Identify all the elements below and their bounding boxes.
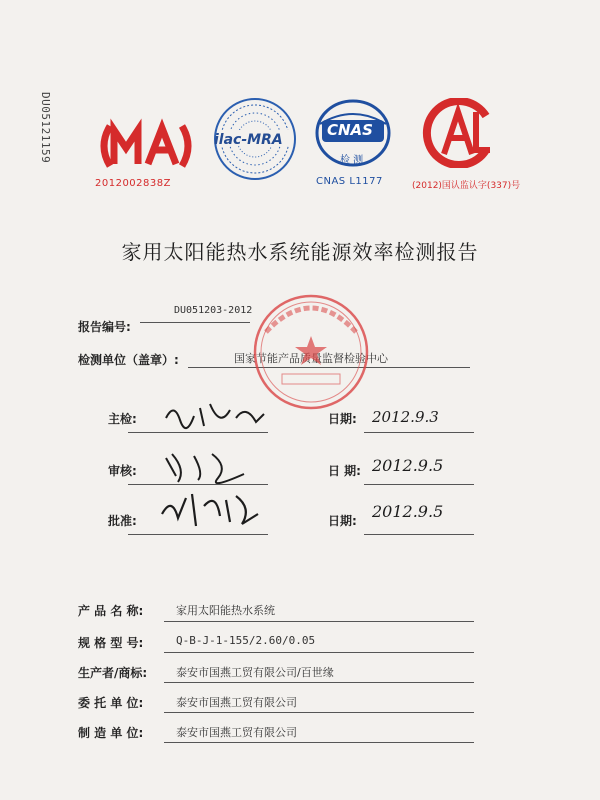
report-number-label: 报告编号:	[78, 320, 131, 334]
product-name-label: 产 品 名 称:	[78, 604, 144, 618]
reviewer-label: 审核:	[108, 464, 137, 478]
client-label: 委 托 单 位:	[78, 696, 144, 710]
approver-label: 批准:	[108, 514, 137, 528]
model-value: Q-B-J-1-155/2.60/0.05	[176, 634, 316, 647]
manufacturer-label: 制 造 单 位:	[78, 726, 144, 740]
maker-label: 生产者/商标:	[78, 666, 148, 680]
reviewer-underline	[128, 484, 268, 485]
maker-value: 泰安市国燕工贸有限公司/百世缘	[176, 666, 334, 679]
approve-date-label: 日期:	[328, 514, 357, 528]
main-date-value: 2012.9.3	[372, 408, 439, 426]
review-date-underline	[364, 484, 474, 485]
manufacturer-underline	[164, 742, 474, 743]
approve-date-value: 2012.9.5	[372, 502, 444, 521]
test-unit-value: 国家节能产品质量监督检验中心	[234, 352, 388, 365]
main-inspector-underline	[128, 432, 268, 433]
cnas-text: CNAS	[327, 121, 373, 139]
ilac-text: ilac-MRA	[214, 132, 283, 148]
approver-underline	[128, 534, 268, 535]
product-name-value: 家用太阳能热水系统	[176, 604, 275, 617]
review-date-label: 日 期:	[328, 464, 361, 478]
cma-logo	[96, 118, 196, 178]
maker-underline	[164, 682, 474, 683]
report-title: 家用太阳能热水系统能源效率检测报告	[121, 240, 479, 264]
model-underline	[164, 652, 474, 653]
cnas-code: CNAS L1177	[316, 176, 383, 187]
client-underline	[164, 712, 474, 713]
report-number-underline	[140, 322, 250, 323]
main-date-label: 日期:	[328, 412, 357, 426]
approver-signature	[156, 488, 266, 536]
manufacturer-value: 泰安市国燕工贸有限公司	[176, 726, 297, 739]
cnas-sub: 检 测	[340, 155, 364, 166]
main-inspector-signature	[160, 398, 270, 436]
test-unit-label: 检测单位（盖章）:	[78, 353, 179, 367]
cal-logo	[416, 98, 500, 172]
approve-date-underline	[364, 534, 474, 535]
vertical-doc-number: DU05121159	[39, 92, 52, 164]
model-label: 规 格 型 号:	[78, 636, 144, 650]
cma-code: 2012002838Z	[95, 178, 171, 189]
main-date-underline	[364, 432, 474, 433]
cal-code: (2012)国认监认字(337)号	[412, 181, 521, 191]
client-value: 泰安市国燕工贸有限公司	[176, 696, 297, 709]
review-date-value: 2012.9.5	[372, 456, 444, 475]
product-name-underline	[164, 621, 474, 622]
main-inspector-label: 主检:	[108, 412, 137, 426]
report-number-value: DU051203-2012	[174, 305, 253, 316]
